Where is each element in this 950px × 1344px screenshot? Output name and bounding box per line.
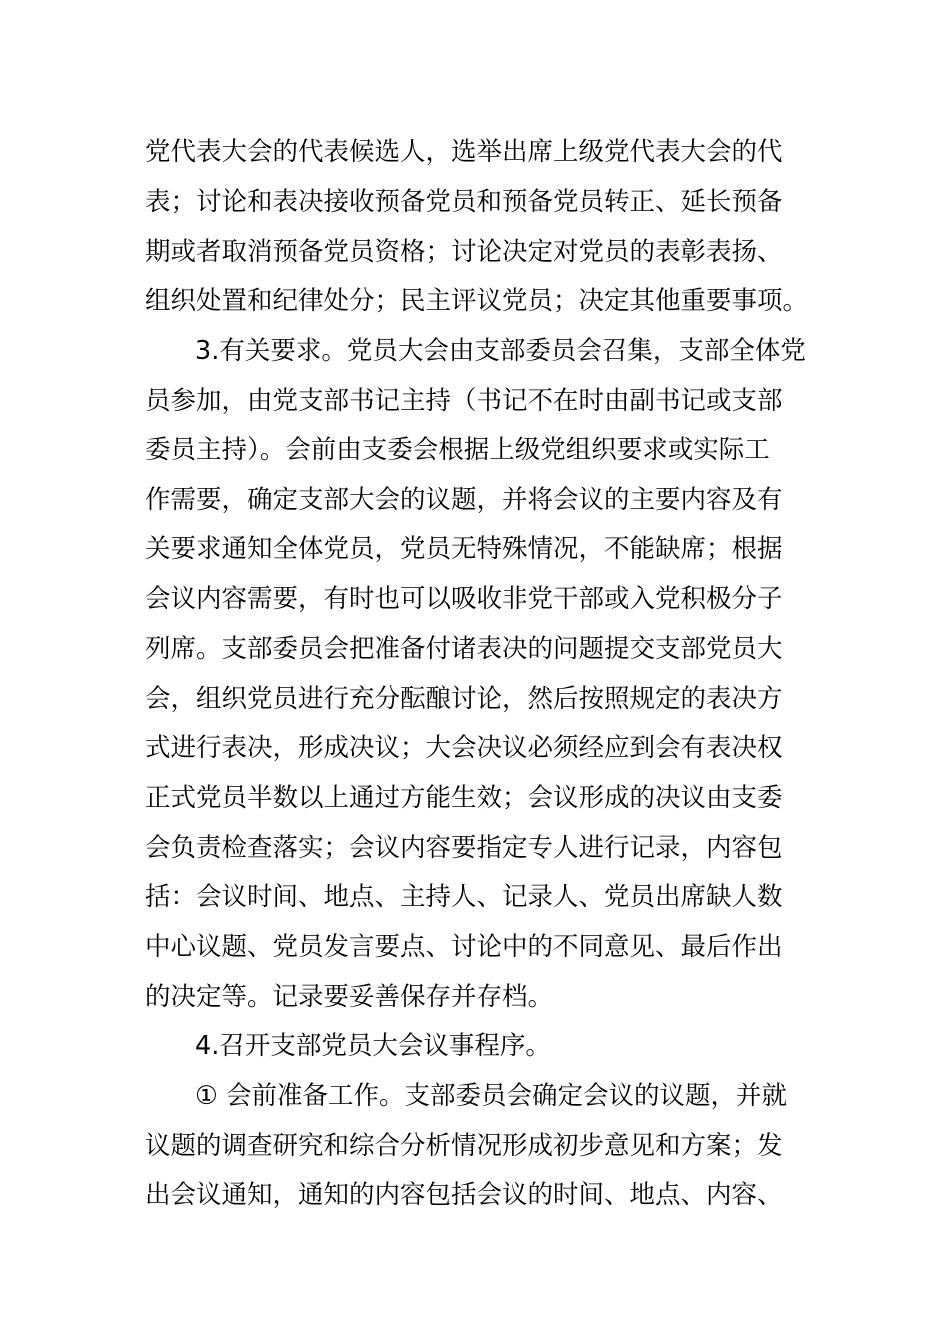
paragraph-heading: 4.召开支部党员大会议事程序。 [195, 1031, 551, 1061]
paragraph-heading: ① 会前准备工作。支部委员会确定会议的议题，并就 [195, 1081, 787, 1111]
text-line: 正式党员半数以上通过方能生效；会议形成的决议由支委 [145, 783, 783, 813]
text-line: 出会议通知，通知的内容包括会议的时间、地点、内容、 [145, 1180, 783, 1210]
text-line: 员参加，由党支部书记主持（书记不在时由副书记或支部 [145, 386, 783, 416]
text-line: 会议内容需要，有时也可以吸收非党干部或入党积极分子 [145, 584, 783, 614]
text-line: 关要求通知全体党员，党员无特殊情况，不能缺席；根据 [145, 534, 783, 564]
text-line: 表；讨论和表决接收预备党员和预备党员转正、延长预备 [145, 187, 783, 217]
text-line: 委员主持）。会前由支委会根据上级党组织要求或实际工 [145, 435, 770, 465]
text-line: 式进行表决，形成决议；大会决议必须经应到会有表决权 [145, 733, 783, 763]
text-line: 党代表大会的代表候选人，选举出席上级党代表大会的代 [145, 137, 783, 167]
text-line: 作需要，确定支部大会的议题，并将会议的主要内容及有 [145, 485, 783, 515]
text-line: 中心议题、党员发言要点、讨论中的不同意见、最后作出 [145, 932, 783, 962]
text-line: 会，组织党员进行充分酝酿讨论，然后按照规定的表决方 [145, 684, 783, 714]
paragraph-heading: 3.有关要求。党员大会由支部委员会召集，支部全体党 [195, 336, 806, 366]
text-line: 列席。支部委员会把准备付诸表决的问题提交支部党员大 [145, 634, 783, 664]
text-line: 的决定等。记录要妥善保存并存档。 [145, 982, 554, 1012]
text-line: 期或者取消预备党员资格；讨论决定对党员的表彰表扬、 [145, 237, 783, 267]
text-line: 会负责检查落实；会议内容要指定专人进行记录，内容包 [145, 833, 783, 863]
text-line: 组织处置和纪律处分；民主评议党员；决定其他重要事项。 [145, 286, 809, 316]
text-line: 议题的调查研究和综合分析情况形成初步意见和方案；发 [145, 1131, 783, 1161]
text-line: 括：会议时间、地点、主持人、记录人、党员出席缺人数 [145, 882, 783, 912]
